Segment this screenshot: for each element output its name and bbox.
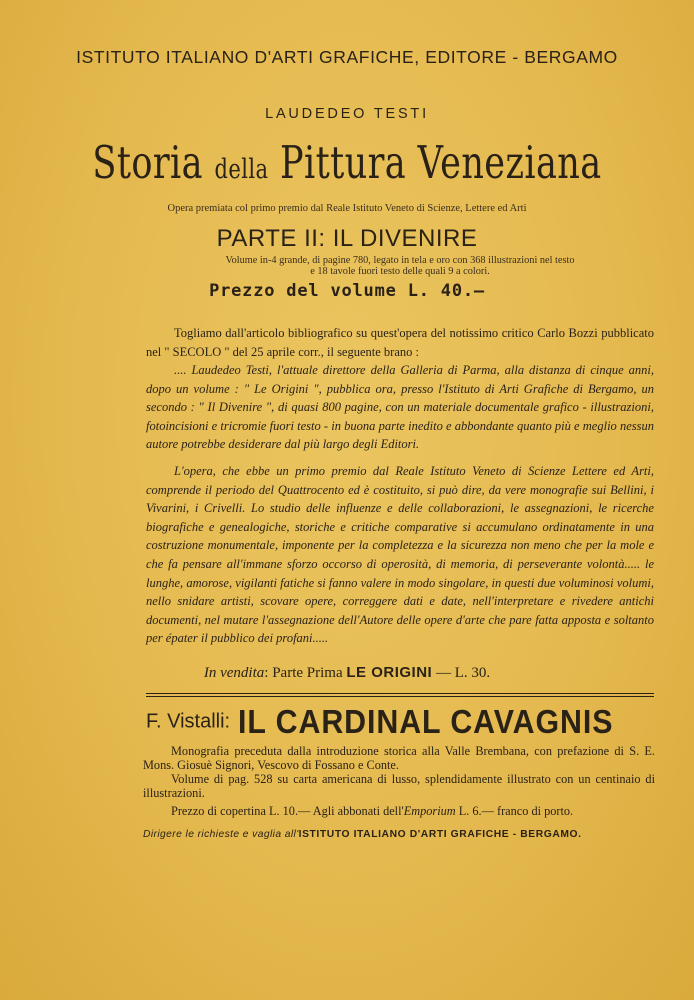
book1-award: Opera premiata col primo premio dal Reale Istituto Veneto di Scienze, Lettere ed Arti: [167, 203, 527, 214]
book1-price: Prezzo del volume L. 40.—: [209, 281, 485, 301]
book1-part-heading: PARTE II: IL DIVENIRE: [216, 225, 478, 252]
book2-author: F. Vistalli:: [146, 710, 231, 733]
on-sale-line: [0, 664, 694, 682]
book2-title: IL CARDINAL CAVAGNIS: [238, 703, 614, 740]
on-sale-label: In vendita: [203, 665, 265, 681]
book2-description: Monografia preceduta dalla introduzione storica alla Valle Brembana, con prefazione di S. E. Mons. Giosuè Signori, Vescovo di Fossano e Conte.: [143, 744, 655, 773]
on-sale-price: — L. 30.: [435, 665, 491, 681]
book1-volume-info: [190, 255, 610, 277]
article-intro: Togliamo dall'articolo bibliografico su quest'opera del notissimo critico Carlo Bozzi pubblicato nel " SECOLO " del 25 aprile corr., il seguente brano :: [146, 326, 654, 359]
on-sale-part: : Parte Prima: [264, 665, 343, 681]
book2-price-b: L. 6.— franco di porto.: [455, 804, 574, 818]
book2-price-a: Prezzo di copertina L. 10.— Agli abbonati dell': [171, 804, 404, 818]
book2-price: [143, 804, 655, 818]
article-quote-2: L'opera, che ebbe un primo premio dal Reale Istituto Veneto di Scienze Lettere ed Arti, comprende il periodo del Quattrocento ed è costituito, si può dire, da vere monografie sui Bellini, i Vivarini, i Crivelli. Lo studio delle influenze e delle collaborazioni, le assegnazioni, le ricerche biografiche e genealogiche, storiche e critiche comparative si accumulano ordinatamente in una costruzione monumentale, imponente per la completezza e la sicurezza non meno che per la mole e che fa pensare all'immane sforzo occorso di operosità, di memoria, di perseverante volontà..... le lunghe, amorose, vigilanti fatiche si fanno valere in modo singolare, in questi due voluminosi volumi, nello snidare artisti, scovare opere, correggere dati e date, nell'interpretare e rivedere antichi documenti, nel mutare l'assegnazione dell'Autore delle opere d'arte che pare fatta apposta e soltanto per épater il pubblico dei profani.....: [146, 464, 654, 646]
publisher-header: ISTITUTO ITALIANO D'ARTI GRAFICHE, EDITORE - BERGAMO: [76, 47, 618, 67]
book1-title-part1: Storia: [92, 136, 203, 189]
book1-author: LAUDEDEO TESTI: [265, 106, 429, 122]
article-quote-1: .... Laudedeo Testi, l'attuale direttore della Galleria di Parma, alla distanza di cinque anni, dopo un volume : " Le Origini ", pubblica ora, presso l'Istituto di Arti Grafiche di Bergamo, un secondo : " Il Divenire ", di quasi 800 pagine, con un materiale documentale grafico - illustrazioni, fotoincisioni e tricromie fuori testo - in buona parte inedito e abbondante quanto più e meglio nessun autore potrebbe desiderare dal più largo degli Editori.: [146, 363, 654, 452]
volume-info-line2: e 18 tavole fuori testo delle quali 9 a colori.: [310, 266, 490, 277]
order-instructions-text: Dirigere le richieste e vaglia all': [143, 829, 299, 840]
book2-heading: [146, 703, 654, 741]
book1-title-della: della: [214, 154, 269, 185]
volume-info-line1: Volume in-4 grande, di pagine 780, legato in tela e oro con 368 illustrazioni nel testo: [225, 255, 575, 266]
section-divider: [146, 693, 654, 697]
book1-title: [76, 136, 617, 189]
order-address: ISTITUTO ITALIANO D'ARTI GRAFICHE - BERGAMO.: [298, 829, 582, 840]
emporium-name: Emporium: [403, 804, 456, 818]
on-sale-title: LE ORIGINI: [346, 664, 433, 681]
book2-volume-info: Volume di pag. 528 su carta americana di lusso, splendidamente illustrato con un centinaio di illustrazioni.: [143, 772, 655, 801]
order-instructions: [143, 829, 655, 840]
book1-title-part2: Pittura Veneziana: [279, 136, 602, 189]
